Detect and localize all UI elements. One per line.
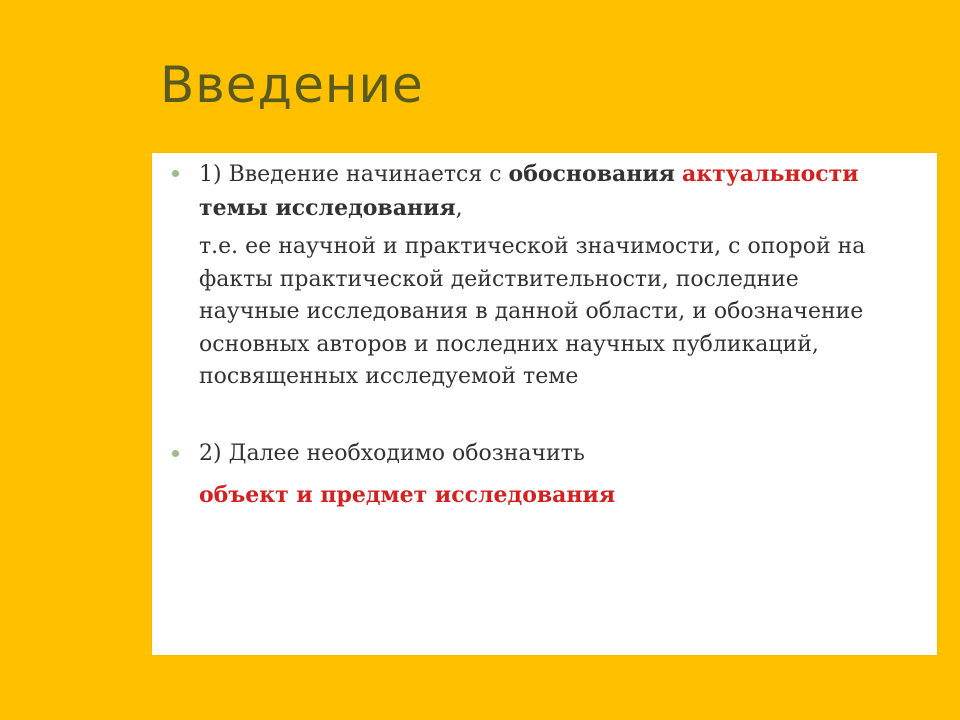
content-box [152,153,937,655]
slide-title: Введение [160,56,424,114]
bullet-1-bold-topic: темы исследования [199,194,456,221]
bullet-1-prefix: 1) Введение начинается с [199,162,509,187]
bullet-1-bold-term: обоснования [508,161,675,187]
bullet-icon [172,450,179,457]
bullet-icon [172,170,179,177]
bullet-1-heading [199,158,899,225]
bullet-2-text: 2) Далее необходимо обозначить [199,441,585,466]
bullet-1-space [675,162,682,187]
bullet-1-comma: , [455,195,463,221]
bullet-1-red-term: актуальности [681,161,859,187]
bullet-2-red-text: объект и предмет исследования [199,482,616,508]
bullet-1-explanation: т.е. ее научной и практической значимости, с опорой на факты практической действительности, последние научные исследования в данной области, и обозначение основных авторов и последних научных публикаций, посвященных исследуемой теме [199,234,866,389]
